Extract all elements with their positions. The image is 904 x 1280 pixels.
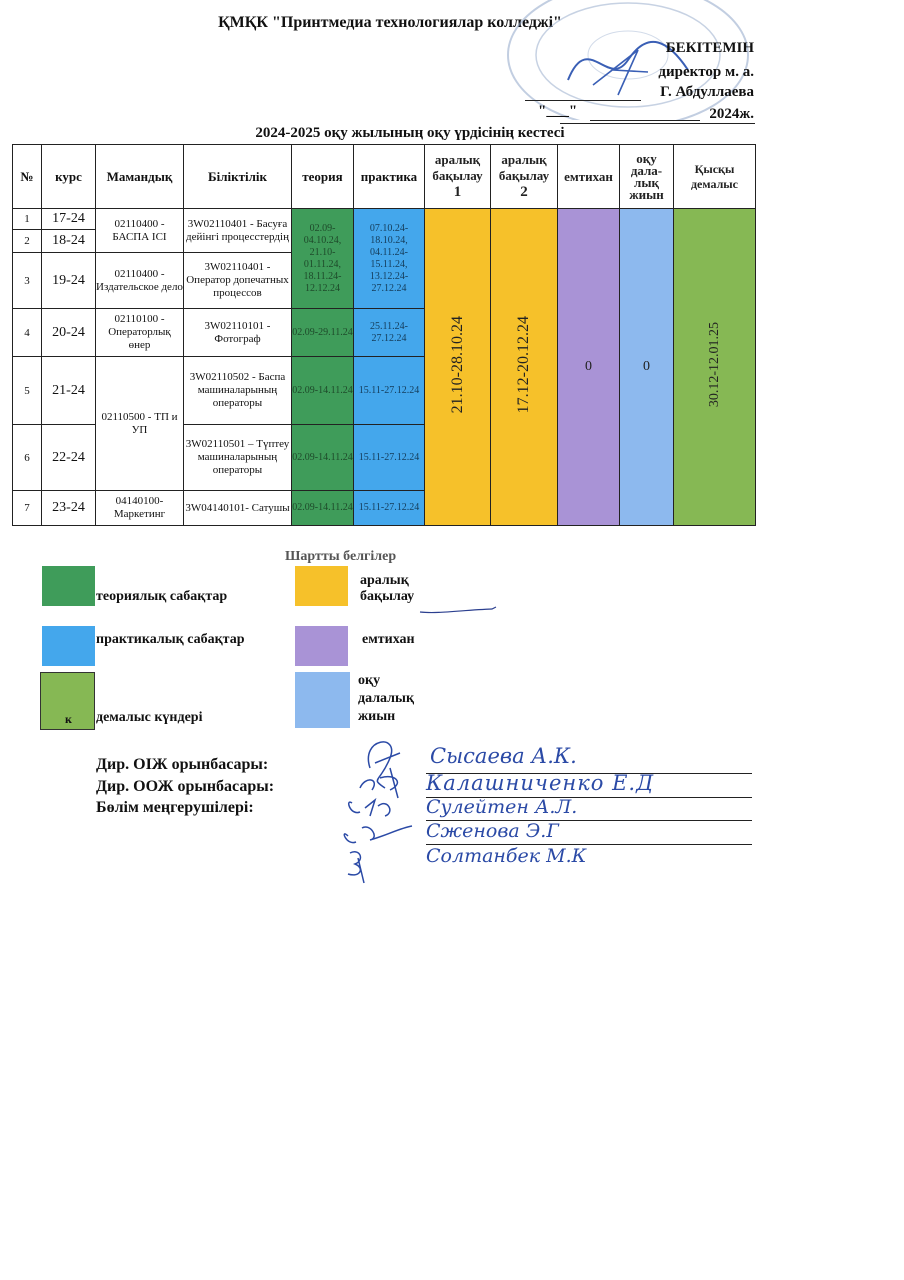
legend-label-field: оқу далалық жиын (358, 673, 415, 724)
practice-cell: 25.11.24-27.12.24 (354, 309, 425, 357)
col-midterm1-num: 1 (453, 184, 462, 200)
col-specialty: Мамандық (96, 145, 184, 209)
row-num: 5 (13, 357, 42, 425)
legend-swatch-midterm (295, 566, 348, 606)
row-num: 1 (13, 209, 42, 230)
sig-role-1: Дир. ОІЖ орынбасары: (96, 756, 269, 773)
legend-label-practice: практикалық сабақтар (96, 632, 245, 647)
approve-heading: БЕКІТЕМІН (665, 40, 754, 56)
col-practice: практика (354, 145, 425, 209)
legend-title: Шартты белгілер (285, 549, 397, 564)
legend-label-vacation: демалыс күндері (96, 710, 203, 725)
legend-swatch-practice (42, 626, 95, 666)
sig-name-3: Сулейтен А.Л. (426, 796, 578, 818)
sig-role-3: Бөлім меңгерушілері: (96, 799, 254, 816)
col-midterm2-num: 2 (520, 184, 528, 200)
exam-cell: 0 (558, 209, 620, 526)
row-kurs: 18-24 (42, 230, 96, 253)
practice-cell: 15.11-27.12.24 (354, 357, 425, 425)
table-row (13, 209, 756, 230)
approve-name: Г. Абдуллаева (660, 84, 754, 100)
col-exam: емтихан (558, 145, 620, 209)
midterm1-cell (425, 209, 491, 526)
midterm2-cell (491, 209, 558, 526)
legend-swatch-vacation (40, 672, 95, 730)
pen-stroke-mark (418, 604, 498, 616)
schedule-title: 2024-2025 оқу жылының оқу үрдісінің кестесі (255, 125, 565, 141)
theory-cell: 02.09-14.11.24 (292, 491, 354, 526)
row-num: 6 (13, 425, 42, 491)
legend-vacation-mark: к (65, 712, 72, 726)
row-num: 4 (13, 309, 42, 357)
vacation-dates: 30.12-12.01.25 (706, 321, 722, 408)
row-num: 7 (13, 491, 42, 526)
col-qualification: Біліктілік (184, 145, 292, 209)
practice-cell: 07.10.24-18.10.24, 04.11.24-15.11.24, 13.12.24-27.12.24 (354, 209, 425, 309)
col-midterm2-label: аралық бақылау (498, 152, 550, 183)
specialty-cell: 02110400 - Издательское дело (96, 253, 184, 309)
legend-label-midterm: аралық бақылау (360, 573, 415, 604)
qualification-cell: 3W02110101 - Фотограф (184, 309, 292, 357)
specialty-cell: 02110500 - ТП и УП (96, 357, 184, 491)
qualification-cell: 3W02110401 - Оператор допечатных процессов (184, 253, 292, 309)
theory-cell: 02.09-04.10.24, 21.10-01.11.24, 18.11.24-12.12.24 (292, 209, 354, 309)
row-kurs: 23-24 (42, 491, 96, 526)
theory-cell: 02.09-29.11.24 (292, 309, 354, 357)
row-kurs: 20-24 (42, 309, 96, 357)
handwritten-signatures (340, 728, 430, 888)
qualification-cell: 3W02110501 – Түптеу машиналарының операторы (184, 425, 292, 491)
sig-role-2: Дир. ООЖ орынбасары: (96, 778, 275, 795)
approve-underline (560, 123, 755, 124)
legend-label-theory: теориялық сабақтар (96, 589, 228, 604)
col-field: оқу дала-лық жиын (620, 145, 674, 209)
header-row (13, 145, 756, 209)
schedule-table (12, 144, 756, 526)
field-cell: 0 (620, 209, 674, 526)
col-vacation: Қысқы демалыс (674, 145, 756, 209)
legend-swatch-exam (295, 626, 348, 666)
legend-swatch-theory (42, 566, 95, 606)
row-kurs: 19-24 (42, 253, 96, 309)
legend-label-exam: емтихан (362, 632, 415, 647)
legend-swatch-field (295, 672, 350, 728)
col-kurs: курс (42, 145, 96, 209)
specialty-cell: 02110400 - БАСПА ІСІ (96, 209, 184, 253)
sig-name-1: Сысаева А.К. (430, 744, 577, 768)
row-kurs: 21-24 (42, 357, 96, 425)
theory-cell: 02.09-14.11.24 (292, 425, 354, 491)
qualification-cell: 3W02110401 - Басуға дейінгі процесстердің (184, 209, 292, 253)
practice-cell: 15.11-27.12.24 (354, 425, 425, 491)
theory-cell: 02.09-14.11.24 (292, 357, 354, 425)
practice-cell: 15.11-27.12.24 (354, 491, 425, 526)
sig-name-4: Сженова Э.Г (426, 820, 559, 842)
approve-year: 2024ж. (709, 106, 754, 122)
col-midterm1 (425, 145, 491, 209)
sig-name-5: Солтанбек М.К (426, 845, 587, 867)
qualification-cell: 3W04140101- Сатушы (184, 491, 292, 526)
vacation-cell (674, 209, 756, 526)
specialty-cell: 02110100 - Операторлық өнер (96, 309, 184, 357)
approve-position: директор м. а. (658, 64, 754, 80)
row-kurs: 22-24 (42, 425, 96, 491)
col-midterm2 (491, 145, 558, 209)
col-num: № (13, 145, 42, 209)
org-name: ҚМҚК "Принтмедиа технологиялар колледжі" (218, 14, 562, 31)
midterm2-dates: 17.12-20.12.24 (515, 315, 532, 414)
row-num: 3 (13, 253, 42, 309)
midterm1-dates: 21.10-28.10.24 (448, 315, 466, 414)
row-num: 2 (13, 230, 42, 253)
col-theory: теория (292, 145, 354, 209)
row-kurs: 17-24 (42, 209, 96, 230)
specialty-cell: 04140100- Маркетинг (96, 491, 184, 526)
col-midterm1-label: аралық бақылау (432, 152, 483, 183)
approve-date-quote: "___" (538, 103, 578, 119)
sig-name-2: Калашниченко Е.Д (426, 771, 655, 795)
qualification-cell: 3W02110502 - Баспа машиналарының операторы (184, 357, 292, 425)
